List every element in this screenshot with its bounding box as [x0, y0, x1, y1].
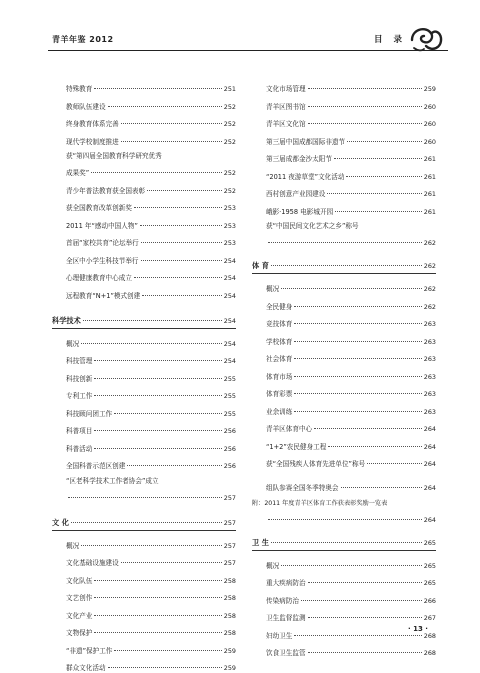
- toc-entry[interactable]: 文艺创作 258: [52, 591, 236, 603]
- toc-group: [52, 337, 236, 503]
- toc-entry[interactable]: 科技顾问团工作 255: [52, 407, 236, 419]
- toc-entry[interactable]: 概况 254: [52, 337, 236, 349]
- toc-entry[interactable]: “1+2”农民健身工程 264: [252, 440, 436, 452]
- toc-entry[interactable]: 2011 年“感动中国人物” 253: [52, 219, 236, 231]
- toc-entry-wrapped-first-line[interactable]: “区老科学技术工作者协会”成立: [52, 477, 236, 486]
- toc-entry[interactable]: 科技创新 255: [52, 372, 236, 384]
- toc-right-column: [252, 80, 436, 658]
- book-title: 青羊年鉴 2012: [52, 34, 114, 45]
- toc-entry[interactable]: 竞技体育 263: [252, 317, 436, 329]
- toc-entry[interactable]: 心理健康教育中心成立 254: [52, 271, 236, 283]
- toc-entry[interactable]: 社会体育 263: [252, 352, 436, 364]
- toc-entry[interactable]: 终身教育体系完善 252: [52, 117, 236, 129]
- toc-left-column: [52, 80, 236, 673]
- toc-entry[interactable]: 文化队伍 258: [52, 574, 236, 586]
- toc-entry[interactable]: 成果奖” 252: [52, 166, 236, 178]
- toc-entry[interactable]: 青羊区体育中心 264: [252, 422, 436, 434]
- section-rule: [252, 273, 436, 274]
- toc-entry[interactable]: 概况 257: [52, 539, 236, 551]
- toc-entry[interactable]: 峨影·1958 电影城开园 261: [252, 205, 436, 217]
- toc-entry[interactable]: 远程教育“N+1”模式创建 254: [52, 289, 236, 301]
- toc-entry[interactable]: 青羊区文化馆 260: [252, 117, 436, 129]
- toc-entry[interactable]: 科技管理 254: [52, 354, 236, 366]
- toc-entry[interactable]: 全国科普示范区创建 256: [52, 459, 236, 471]
- header-rule: [48, 50, 448, 51]
- toc-entry[interactable]: 学校体育 263: [252, 335, 436, 347]
- toc-section-health[interactable]: 卫 生 265: [252, 536, 436, 548]
- toc-group: [52, 539, 236, 673]
- toc-entry[interactable]: 科普活动 256: [52, 442, 236, 454]
- toc-entry[interactable]: 卫生监督监测 267: [252, 611, 436, 623]
- toc-entry[interactable]: 妇幼卫生 268: [252, 629, 436, 641]
- toc-entry[interactable]: 青少年普法教育获全国表彰 252: [52, 184, 236, 196]
- toc-entry[interactable]: 全区中小学生科技节举行 254: [52, 254, 236, 266]
- toc-entry[interactable]: 业余训练 263: [252, 405, 436, 417]
- toc-entry-wrapped-first-line[interactable]: 获“第四届全国教育科学研究优秀: [52, 152, 236, 161]
- toc-entry[interactable]: 257: [52, 491, 236, 503]
- toc-entry-wrapped-first-line[interactable]: 获“中国民间文化艺术之乡”称号: [252, 222, 436, 231]
- toc-entry[interactable]: 群众文化活动 259: [52, 661, 236, 673]
- toc-entry[interactable]: 文化市场管理 259: [252, 82, 436, 94]
- toc-entry[interactable]: 重大疾病防治 265: [252, 576, 436, 588]
- section-title: 目 录: [374, 33, 406, 45]
- toc-section-sports[interactable]: 体 育 262: [252, 259, 436, 271]
- section-rule: [52, 530, 236, 531]
- toc-entry[interactable]: 专利工作 255: [52, 389, 236, 401]
- toc-entry[interactable]: 组队参赛全国冬季特奥会 264: [252, 481, 436, 493]
- toc-entry[interactable]: 文化产业 258: [52, 609, 236, 621]
- toc-entry[interactable]: 科普项目 256: [52, 424, 236, 436]
- toc-entry[interactable]: 西村创意产业园建设 261: [252, 187, 436, 199]
- toc-entry[interactable]: “2011 夜游草堂”文化活动 261: [252, 170, 436, 182]
- toc-entry[interactable]: 青羊区图书馆 260: [252, 100, 436, 112]
- toc-group: [252, 282, 436, 525]
- toc-entry[interactable]: 262: [252, 236, 436, 248]
- toc-group: [52, 82, 236, 301]
- toc-entry[interactable]: 体育市场 263: [252, 370, 436, 382]
- toc-entry[interactable]: 首届“家校共育”论坛举行 253: [52, 236, 236, 248]
- toc-entry[interactable]: 现代学校制度推进 252: [52, 135, 236, 147]
- toc-entry[interactable]: 概况 262: [252, 282, 436, 294]
- section-rule: [252, 550, 436, 551]
- section-rule: [52, 328, 236, 329]
- toc-appendix-first-line[interactable]: 附：2011 年度青羊区体育工作获表彰奖励一览表: [252, 499, 436, 508]
- toc-entry[interactable]: 教师队伍建设 252: [52, 100, 236, 112]
- toc-entry[interactable]: 第三届中国成都国际非遗节 260: [252, 135, 436, 147]
- toc-entry[interactable]: “非遗”保护工作 259: [52, 644, 236, 656]
- toc-entry[interactable]: 全民健身 262: [252, 300, 436, 312]
- toc-entry[interactable]: 获全国教育改革创新奖 253: [52, 201, 236, 213]
- toc-entry[interactable]: 文化基础设施建设 257: [52, 556, 236, 568]
- toc-entry[interactable]: 饮食卫生监管 268: [252, 646, 436, 658]
- toc-group: [252, 559, 436, 659]
- toc-section-science-technology[interactable]: 科学技术 254: [52, 314, 236, 326]
- toc-group: [252, 82, 436, 248]
- page-number: · 13 ·: [408, 625, 428, 633]
- toc-entry[interactable]: 文物保护 258: [52, 626, 236, 638]
- toc-entry[interactable]: 第三届成都金沙太阳节 261: [252, 152, 436, 164]
- toc-entry[interactable]: 传染病防治 266: [252, 594, 436, 606]
- toc-entry[interactable]: 获“全国残疾人体育先进单位”称号 264: [252, 457, 436, 469]
- toc-entry[interactable]: 264: [252, 513, 436, 525]
- toc-entry[interactable]: 特殊教育 251: [52, 82, 236, 94]
- toc-entry[interactable]: 体育彩票 263: [252, 387, 436, 399]
- toc-section-culture[interactable]: 文 化 257: [52, 516, 236, 528]
- page-header: [48, 28, 448, 62]
- toc-entry[interactable]: 概况 265: [252, 559, 436, 571]
